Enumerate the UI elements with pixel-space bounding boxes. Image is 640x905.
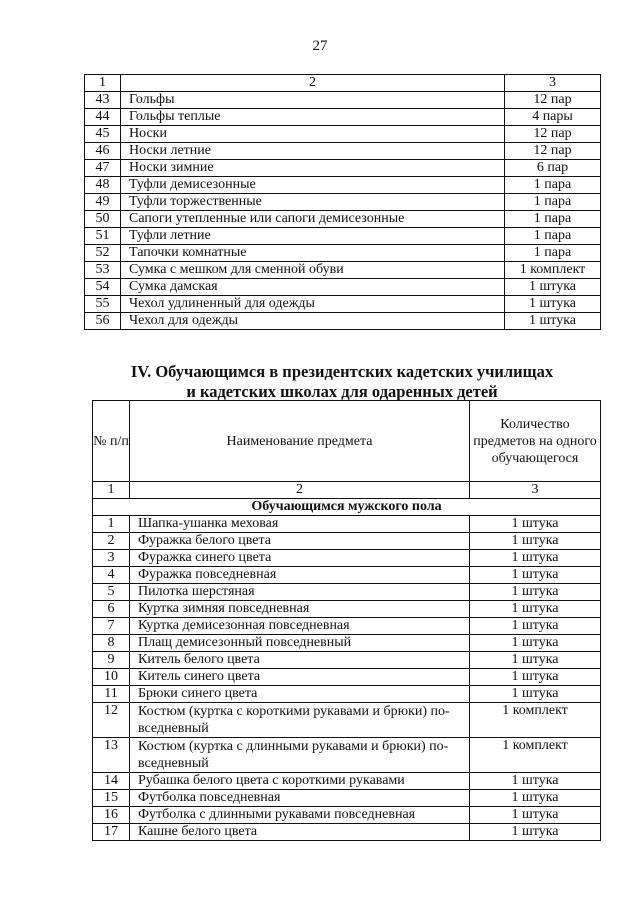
row-number: 12 [93, 703, 130, 738]
table-row [93, 584, 601, 601]
table-row [85, 279, 601, 296]
row-number: 52 [85, 245, 121, 262]
table-row [93, 652, 601, 669]
section-title [84, 362, 600, 402]
group-title: Обучающимся мужского пола [93, 499, 601, 516]
row-number: 7 [93, 618, 130, 635]
column-index: 1 [93, 482, 130, 499]
item-quantity: 1 штука [470, 601, 601, 618]
item-quantity: 1 штука [470, 790, 601, 807]
table-row [93, 824, 601, 841]
item-quantity: 1 штука [470, 652, 601, 669]
table-row [93, 550, 601, 567]
row-number: 6 [93, 601, 130, 618]
item-quantity: 1 комплект [470, 703, 601, 738]
item-name: Туфли летние [121, 228, 505, 245]
item-quantity: 1 штука [470, 686, 601, 703]
table-header-row [93, 401, 601, 482]
item-quantity: 6 пар [505, 160, 601, 177]
item-name: Куртка зимняя повседневная [130, 601, 470, 618]
table-row [93, 807, 601, 824]
row-number: 1 [93, 516, 130, 533]
table-row [93, 533, 601, 550]
item-quantity: 1 пара [505, 245, 601, 262]
item-quantity: 1 штука [470, 584, 601, 601]
header-cell: 3 [505, 75, 601, 92]
header-item-name: Наименование предмета [130, 401, 470, 482]
page-number: 27 [312, 38, 328, 54]
item-quantity: 1 штука [470, 824, 601, 841]
column-index: 2 [130, 482, 470, 499]
table-row [85, 160, 601, 177]
row-number: 5 [93, 584, 130, 601]
item-name: Сумка дамская [121, 279, 505, 296]
item-quantity: 1 пара [505, 228, 601, 245]
item-quantity: 1 штука [470, 635, 601, 652]
table-row [85, 245, 601, 262]
item-name: Футболка повседневная [130, 790, 470, 807]
item-name: Чехол для одежды [121, 313, 505, 330]
row-number: 54 [85, 279, 121, 296]
item-name: Футболка с длинными рукавами повседневная [130, 807, 470, 824]
section-title-line-1: IV. Обучающимся в президентских кадетских училищах [130, 362, 554, 381]
item-name: Пилотка шерстяная [130, 584, 470, 601]
item-name: Носки зимние [121, 160, 505, 177]
table-row [93, 790, 601, 807]
table-row [85, 313, 601, 330]
table-row [93, 635, 601, 652]
table-row [85, 109, 601, 126]
row-number: 13 [93, 738, 130, 773]
header-cell: 2 [121, 75, 505, 92]
item-name: Шапка-ушанка меховая [130, 516, 470, 533]
cadet-items-table [92, 400, 601, 841]
row-number: 2 [93, 533, 130, 550]
item-name: Куртка демисезонная повседневная [130, 618, 470, 635]
item-quantity: 1 пара [505, 211, 601, 228]
item-quantity: 1 штука [505, 279, 601, 296]
table-row [93, 773, 601, 790]
row-number: 10 [93, 669, 130, 686]
item-quantity: 1 штука [470, 550, 601, 567]
row-number: 48 [85, 177, 121, 194]
row-number: 47 [85, 160, 121, 177]
row-number: 56 [85, 313, 121, 330]
items-table-continued [84, 74, 601, 330]
table-row [85, 262, 601, 279]
table-row [93, 669, 601, 686]
table-row [93, 516, 601, 533]
row-number: 16 [93, 807, 130, 824]
row-number: 43 [85, 92, 121, 109]
item-name: Сумка с мешком для сменной обуви [121, 262, 505, 279]
row-number: 14 [93, 773, 130, 790]
item-name: Фуражка синего цвета [130, 550, 470, 567]
row-number: 49 [85, 194, 121, 211]
item-name: Гольфы [121, 92, 505, 109]
column-index: 3 [470, 482, 601, 499]
row-number: 4 [93, 567, 130, 584]
item-quantity: 1 штука [470, 567, 601, 584]
item-name: Фуражка белого цвета [130, 533, 470, 550]
item-name: Туфли демисезонные [121, 177, 505, 194]
row-number: 9 [93, 652, 130, 669]
item-quantity: 1 штука [505, 296, 601, 313]
item-name: Кашне белого цвета [130, 824, 470, 841]
table-row [93, 738, 601, 773]
item-name: Носки [121, 126, 505, 143]
table-header-row [85, 75, 601, 92]
row-number: 55 [85, 296, 121, 313]
item-quantity: 1 пара [505, 194, 601, 211]
item-quantity: 12 пар [505, 143, 601, 160]
item-name: Сапоги утепленные или сапоги демисезонные [121, 211, 505, 228]
row-number: 53 [85, 262, 121, 279]
table-row [85, 228, 601, 245]
item-name: Костюм (куртка с длинными рукавами и брюки) повседневный [130, 738, 470, 773]
table-row [85, 126, 601, 143]
item-name: Плащ демисезонный повседневный [130, 635, 470, 652]
table-row [93, 601, 601, 618]
item-quantity: 1 пара [505, 177, 601, 194]
table-row [85, 211, 601, 228]
item-name: Гольфы теплые [121, 109, 505, 126]
row-number: 17 [93, 824, 130, 841]
item-name: Тапочки комнатные [121, 245, 505, 262]
row-number: 8 [93, 635, 130, 652]
item-name: Носки летние [121, 143, 505, 160]
table-row [93, 686, 601, 703]
column-index-row [93, 482, 601, 499]
table-row [85, 92, 601, 109]
item-quantity: 12 пар [505, 92, 601, 109]
group-row [93, 499, 601, 516]
row-number: 51 [85, 228, 121, 245]
row-number: 15 [93, 790, 130, 807]
item-quantity: 12 пар [505, 126, 601, 143]
item-name: Рубашка белого цвета с короткими рукавами [130, 773, 470, 790]
item-name: Брюки синего цвета [130, 686, 470, 703]
header-quantity: Количество предметов на одного обучающегося [470, 401, 601, 482]
item-quantity: 1 штука [470, 669, 601, 686]
section-title-line-2: и кадетских школах для одаренных детей [186, 382, 498, 401]
row-number: 11 [93, 686, 130, 703]
table-row [93, 703, 601, 738]
item-quantity: 1 штука [470, 516, 601, 533]
row-number: 46 [85, 143, 121, 160]
row-number: 44 [85, 109, 121, 126]
item-quantity: 1 штука [470, 618, 601, 635]
item-quantity: 1 штука [470, 807, 601, 824]
item-quantity: 1 штука [505, 313, 601, 330]
item-name: Фуражка повседневная [130, 567, 470, 584]
table-row [93, 567, 601, 584]
row-number: 3 [93, 550, 130, 567]
item-quantity: 1 штука [470, 773, 601, 790]
table-row [85, 177, 601, 194]
table-row [85, 194, 601, 211]
item-quantity: 1 комплект [470, 738, 601, 773]
table-row [93, 618, 601, 635]
item-name: Китель белого цвета [130, 652, 470, 669]
item-quantity: 1 комплект [505, 262, 601, 279]
header-number: № п/п [93, 401, 130, 482]
header-cell: 1 [85, 75, 121, 92]
item-name: Чехол удлиненный для одежды [121, 296, 505, 313]
item-name: Китель синего цвета [130, 669, 470, 686]
item-quantity: 4 пары [505, 109, 601, 126]
row-number: 45 [85, 126, 121, 143]
item-quantity: 1 штука [470, 533, 601, 550]
table-row [85, 296, 601, 313]
item-name: Туфли торжественные [121, 194, 505, 211]
item-name: Костюм (куртка с короткими рукавами и брюки) повседневный [130, 703, 470, 738]
table-row [85, 143, 601, 160]
row-number: 50 [85, 211, 121, 228]
